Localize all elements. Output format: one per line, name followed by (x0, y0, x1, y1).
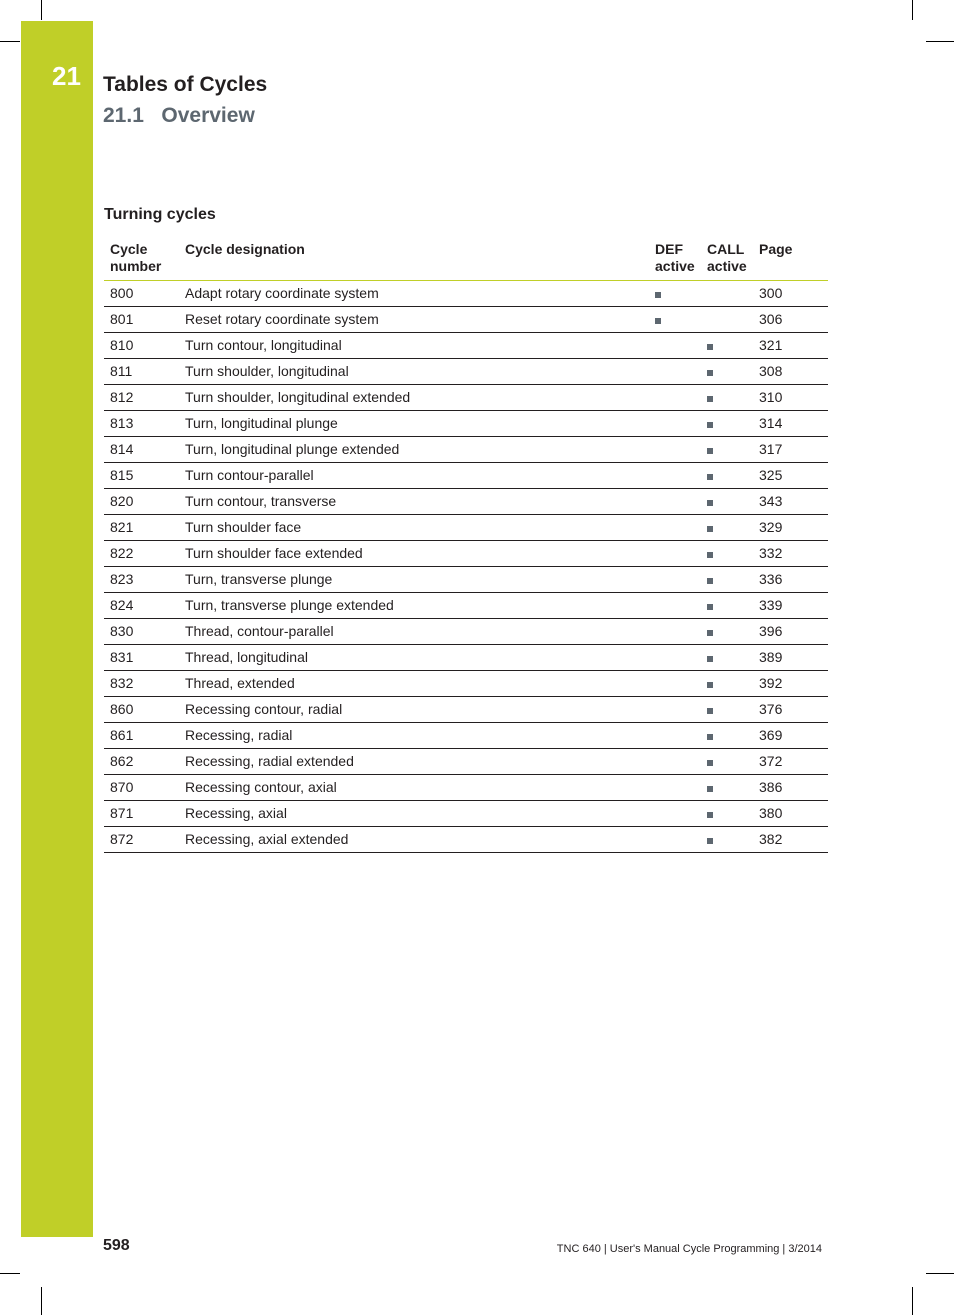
def-active-cell (649, 593, 701, 619)
table-row (104, 749, 828, 775)
section-number: 21.1 (103, 104, 144, 127)
call-active-cell (701, 697, 753, 723)
call-active-cell (701, 359, 753, 385)
call-active-marker-icon (707, 474, 713, 480)
call-active-marker-icon (707, 656, 713, 662)
cycle-number: 820 (104, 489, 179, 515)
call-active-cell (701, 567, 753, 593)
call-active-cell (701, 801, 753, 827)
table-row (104, 333, 828, 359)
table-row (104, 619, 828, 645)
def-active-cell (649, 541, 701, 567)
cycle-designation: Turn contour, transverse (179, 489, 649, 515)
call-active-cell (701, 515, 753, 541)
cycle-designation: Adapt rotary coordinate system (179, 281, 649, 307)
call-active-cell (701, 281, 753, 307)
call-active-cell (701, 489, 753, 515)
cycle-designation: Turn, transverse plunge extended (179, 593, 649, 619)
def-active-cell (649, 619, 701, 645)
page-ref: 310 (753, 385, 828, 411)
call-active-cell (701, 619, 753, 645)
page-ref: 306 (753, 307, 828, 333)
page-ref: 336 (753, 567, 828, 593)
call-active-marker-icon (707, 734, 713, 740)
crop-mark (41, 0, 42, 20)
table-row (104, 593, 828, 619)
call-active-marker-icon (707, 370, 713, 376)
table-row (104, 385, 828, 411)
call-active-marker-icon (707, 578, 713, 584)
call-active-marker-icon (707, 604, 713, 610)
chapter-number: 21 (52, 61, 81, 91)
call-active-marker-icon (707, 708, 713, 714)
page-ref: 392 (753, 671, 828, 697)
cycle-designation: Recessing, axial (179, 801, 649, 827)
def-active-cell (649, 801, 701, 827)
crop-mark (926, 41, 954, 42)
page-ref: 300 (753, 281, 828, 307)
table-row (104, 307, 828, 333)
cycle-designation: Turn, longitudinal plunge extended (179, 437, 649, 463)
turning-cycles-table (104, 237, 828, 853)
call-active-cell (701, 775, 753, 801)
def-active-cell (649, 515, 701, 541)
call-active-marker-icon (707, 682, 713, 688)
cycle-number: 815 (104, 463, 179, 489)
table-row (104, 671, 828, 697)
def-active-cell (649, 333, 701, 359)
call-active-marker-icon (707, 552, 713, 558)
cycle-designation: Turn shoulder face extended (179, 541, 649, 567)
call-active-cell (701, 411, 753, 437)
header-cycle-number: Cycle number (104, 237, 179, 281)
page-ref: 382 (753, 827, 828, 853)
crop-mark (912, 1287, 913, 1315)
def-active-cell (649, 385, 701, 411)
section-name: Overview (161, 104, 255, 127)
call-active-cell (701, 307, 753, 333)
call-active-cell (701, 437, 753, 463)
def-active-cell (649, 723, 701, 749)
cycle-number: 810 (104, 333, 179, 359)
table-body (104, 281, 828, 853)
def-active-cell (649, 281, 701, 307)
cycle-designation: Turn contour, longitudinal (179, 333, 649, 359)
section-title (103, 103, 255, 129)
cycle-number: 870 (104, 775, 179, 801)
header-call-active: CALL active (701, 237, 753, 281)
table-row (104, 281, 828, 307)
header-def-active: DEF active (649, 237, 701, 281)
cycle-number: 814 (104, 437, 179, 463)
page-ref: 369 (753, 723, 828, 749)
page-ref: 314 (753, 411, 828, 437)
page-ref: 343 (753, 489, 828, 515)
call-active-cell (701, 749, 753, 775)
call-active-cell (701, 827, 753, 853)
def-active-cell (649, 307, 701, 333)
cycle-number: 872 (104, 827, 179, 853)
table-row (104, 801, 828, 827)
page-ref: 389 (753, 645, 828, 671)
header-cycle-designation: Cycle designation (179, 237, 649, 281)
call-active-marker-icon (707, 786, 713, 792)
cycle-number: 812 (104, 385, 179, 411)
cycle-designation: Turn contour-parallel (179, 463, 649, 489)
cycle-designation: Turn, longitudinal plunge (179, 411, 649, 437)
call-active-marker-icon (707, 812, 713, 818)
call-active-cell (701, 723, 753, 749)
cycle-designation: Turn, transverse plunge (179, 567, 649, 593)
page-ref: 329 (753, 515, 828, 541)
cycle-designation: Turn shoulder, longitudinal extended (179, 385, 649, 411)
page-ref: 386 (753, 775, 828, 801)
cycle-number: 860 (104, 697, 179, 723)
cycle-number: 862 (104, 749, 179, 775)
cycle-designation: Recessing contour, axial (179, 775, 649, 801)
call-active-marker-icon (707, 396, 713, 402)
call-active-marker-icon (707, 422, 713, 428)
page-ref: 317 (753, 437, 828, 463)
def-active-cell (649, 827, 701, 853)
cycle-number: 822 (104, 541, 179, 567)
call-active-marker-icon (707, 500, 713, 506)
page-ref: 325 (753, 463, 828, 489)
table-row (104, 515, 828, 541)
page-ref: 396 (753, 619, 828, 645)
page-ref: 380 (753, 801, 828, 827)
crop-mark (912, 0, 913, 20)
def-active-cell (649, 775, 701, 801)
crop-mark (41, 1287, 42, 1315)
table-row (104, 437, 828, 463)
crop-mark (0, 41, 20, 42)
call-active-marker-icon (707, 526, 713, 532)
call-active-marker-icon (707, 630, 713, 636)
def-active-cell (649, 697, 701, 723)
def-active-cell (649, 749, 701, 775)
chapter-title: Tables of Cycles (103, 73, 268, 96)
cycle-number: 830 (104, 619, 179, 645)
footer-text: TNC 640 | User's Manual Cycle Programming | 3/2014 (556, 1243, 822, 1255)
table-row (104, 775, 828, 801)
cycle-number: 832 (104, 671, 179, 697)
table-row (104, 723, 828, 749)
cycle-designation: Recessing, radial (179, 723, 649, 749)
table-row (104, 359, 828, 385)
page-ref: 308 (753, 359, 828, 385)
def-active-marker-icon (655, 318, 661, 324)
cycle-number: 824 (104, 593, 179, 619)
cycle-number: 861 (104, 723, 179, 749)
call-active-marker-icon (707, 760, 713, 766)
def-active-cell (649, 463, 701, 489)
cycle-designation: Thread, extended (179, 671, 649, 697)
cycle-number: 801 (104, 307, 179, 333)
cycle-designation: Turn shoulder face (179, 515, 649, 541)
page-ref: 321 (753, 333, 828, 359)
call-active-marker-icon (707, 448, 713, 454)
cycle-number: 800 (104, 281, 179, 307)
page-ref: 339 (753, 593, 828, 619)
table-row (104, 827, 828, 853)
table-row (104, 489, 828, 515)
def-active-cell (649, 645, 701, 671)
cycle-number: 871 (104, 801, 179, 827)
def-active-cell (649, 671, 701, 697)
crop-mark (926, 1273, 954, 1274)
cycle-number: 831 (104, 645, 179, 671)
table-header-row (104, 237, 828, 281)
cycle-designation: Recessing contour, radial (179, 697, 649, 723)
subsection-title: Turning cycles (104, 206, 216, 223)
cycle-designation: Thread, contour-parallel (179, 619, 649, 645)
chapter-sidebar (21, 21, 93, 1237)
cycle-designation: Recessing, radial extended (179, 749, 649, 775)
table-row (104, 541, 828, 567)
table-row (104, 567, 828, 593)
cycle-designation: Recessing, axial extended (179, 827, 649, 853)
call-active-marker-icon (707, 344, 713, 350)
header-page: Page (753, 237, 828, 281)
cycle-number: 823 (104, 567, 179, 593)
call-active-cell (701, 385, 753, 411)
def-active-cell (649, 567, 701, 593)
page-ref: 376 (753, 697, 828, 723)
cycle-number: 821 (104, 515, 179, 541)
call-active-marker-icon (707, 838, 713, 844)
call-active-cell (701, 645, 753, 671)
def-active-cell (649, 359, 701, 385)
table-row (104, 645, 828, 671)
def-active-cell (649, 437, 701, 463)
crop-mark (0, 1273, 20, 1274)
page-number: 598 (103, 1237, 130, 1254)
cycle-number: 813 (104, 411, 179, 437)
cycle-designation: Turn shoulder, longitudinal (179, 359, 649, 385)
def-active-marker-icon (655, 292, 661, 298)
page-ref: 332 (753, 541, 828, 567)
cycle-designation: Reset rotary coordinate system (179, 307, 649, 333)
cycle-number: 811 (104, 359, 179, 385)
call-active-cell (701, 671, 753, 697)
table-row (104, 411, 828, 437)
def-active-cell (649, 489, 701, 515)
def-active-cell (649, 411, 701, 437)
table-row (104, 463, 828, 489)
call-active-cell (701, 333, 753, 359)
cycle-designation: Thread, longitudinal (179, 645, 649, 671)
table-row (104, 697, 828, 723)
call-active-cell (701, 593, 753, 619)
call-active-cell (701, 463, 753, 489)
call-active-cell (701, 541, 753, 567)
page-ref: 372 (753, 749, 828, 775)
